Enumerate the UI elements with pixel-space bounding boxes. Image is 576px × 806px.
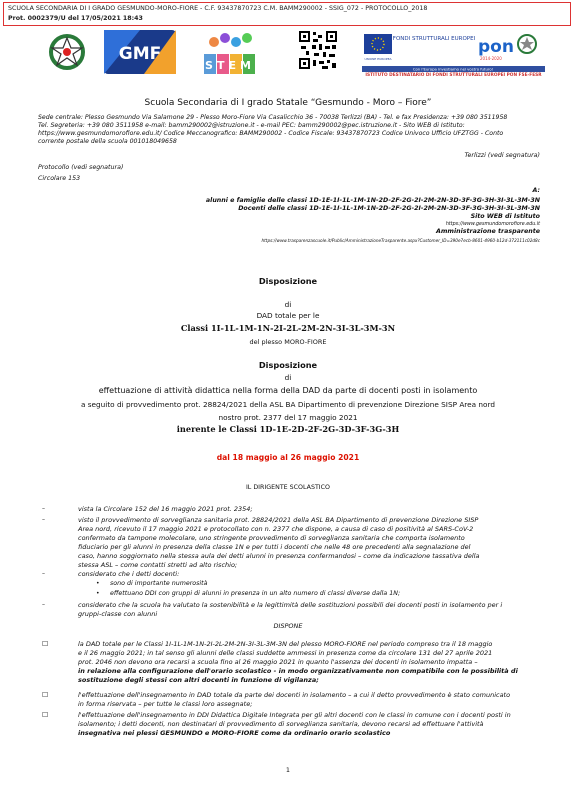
dash-bullet-icon: – <box>42 570 45 577</box>
pon-years: 2014-2020 <box>480 56 502 61</box>
disposition-1 <box>78 640 548 685</box>
qr-code-icon <box>298 30 338 70</box>
pon-fse-logo <box>362 30 545 72</box>
disposition-1-line: in relazione alla configurazione dell'orario scolastico - in modo organizzativamente non compatibile con le possibilità di <box>78 667 518 675</box>
premise-2-line: Area nord, ricevuto il 17 maggio 2021 e protocollato con n. 2377 che dispone, a causa di caso di positività al SARS-CoV-2 <box>78 525 474 533</box>
stamp-line-1: SCUOLA SECONDARIA DI I GRADO GESMUNDO-MORO-FIORE - C.F. 93437870723 C.M. BAMM290002 - SSIG_072 - PROTOCOLLO_2018 <box>8 5 428 12</box>
svg-text:UNIONE EUROPEA: UNIONE EUROPEA <box>364 57 392 61</box>
premise-3-sub-2: effettuano DDI con gruppi di alunni in presenza in un alto numero di classi diverse dalla 1N; <box>110 590 401 597</box>
recipients-line-3: Sito WEB di Istituto <box>470 213 540 220</box>
disposition-1-line: la DAD totale per le Classi 1I-1L-1M-1N-2I-2L-2M-2N-3I-3L-3M-3N del plesso MORO-FIORE nel periodo compreso tra il 18 maggio <box>78 640 493 648</box>
disposition-2 <box>78 691 548 709</box>
stem-logo <box>204 30 256 76</box>
address-line: corrente postale della scuola 001018049658 <box>38 138 177 145</box>
recipients-line-5: Amministrazione trasparente <box>435 228 540 235</box>
title-protocol: nostro prot. 2377 del 17 maggio 2021 <box>218 413 358 422</box>
checkbox-bullet-icon: ☐ <box>42 691 49 699</box>
checkbox-bullet-icon: ☐ <box>42 711 49 719</box>
pon-tagline: Con l'Europa investiamo nel vostro futuro! <box>412 66 494 72</box>
premise-3-sub-1: sono di importante numerosità <box>110 580 208 587</box>
title-di-2: di <box>284 373 292 382</box>
dot-bullet-icon: • <box>96 590 100 597</box>
recipients-website: https://www.gesmundomorofiore.edu.it <box>445 222 540 227</box>
title-dad-totale: DAD totale per le <box>256 311 320 320</box>
stem-logo-text: STEM <box>205 59 255 72</box>
title-provvedimento: a seguito di provvedimento prot. 28824/2021 della ASL BA Dipartimento di prevenzione Direzione SISP Area nord <box>80 400 496 409</box>
disposition-1-line: e il 26 maggio 2021; in tal senso gli alunni delle classi suddette ammessi in presenza come da circolare 131 del 27 aprile 2021 <box>78 649 493 657</box>
premise-4 <box>78 601 548 619</box>
disposition-1-line: prot. 2046 non devono ora recarsi a scuola fino al 26 maggio 2021 in quanto l'assenza dei docenti in isolamento impatta – <box>78 658 478 666</box>
pon-fondi-text: FONDI STRUTTURALI EUROPEI <box>392 36 476 42</box>
premise-2-line: fiduciario per gli alunni in presenza della classe 1N e per tutti i docenti che nelle 48 ore precedenti alla segnalazione del <box>78 543 471 551</box>
protocol-stamp <box>3 2 571 26</box>
dirigente-heading: IL DIRIGENTE SCOLASTICO <box>245 484 331 491</box>
recipients-transparency-url: https://www.trasparenzascuole.it/Public/AmministrazioneTrasparente.aspx?Customer_ID=390e7ecb-8601-4960-b12d-372111c02d8c <box>261 238 540 243</box>
place-signature: Terlizzi (vedi segnatura) <box>464 152 540 159</box>
gmf-logo <box>104 30 176 74</box>
disposition-2-line: in forma riservata – per tutte le classi loro assegnate; <box>78 700 253 708</box>
title-classes: Classi 1I-1L-1M-1N-2I-2L-2M-2N-3I-3L-3M-3N <box>180 323 396 333</box>
disposition-3-line: l'effettuazione dell'insegnamento in DDI Didattica Digitale Integrata per gli altri docenti con le classi in comune con i docenti posti in <box>78 711 511 719</box>
title-disposizione: Disposizione <box>258 276 318 286</box>
title-plesso: del plesso MORO-FIORE <box>249 338 327 346</box>
protocol-ref: Protocollo (vedi segnatura) <box>38 164 124 171</box>
premise-2-line: visto il provvedimento di sorveglianza sanitaria prot. 28824/2021 della ASL BA Dipartimento di prevenzione Direzione SISP <box>78 516 479 524</box>
circular-number: Circolare 153 <box>38 175 81 182</box>
logos-bar <box>0 30 576 78</box>
disposition-3-line: isolamento; i detti docenti, non destinatari di provvedimento di sorveglianza sanitaria, devono recarsi ad effettuare l'attività <box>78 720 484 728</box>
disposition-2-line: l'effettuazione dell'insegnamento in DAD totale da parte dei docenti in isolamento – a cui il detto provvedimento è stato comunicato <box>78 691 511 699</box>
recipients-a: A: <box>532 187 540 194</box>
title-dates: dal 18 maggio al 26 maggio 2021 <box>216 453 360 462</box>
premise-2 <box>78 516 548 570</box>
dash-bullet-icon: – <box>42 516 45 523</box>
pon-word: pon <box>478 37 514 57</box>
school-name: Scuola Secondaria di I grado Statale “Gesmundo - Moro – Fiore” <box>144 98 432 108</box>
recipients-line-2: Docenti delle classi 1D-1E-1I-1L-1M-1N-2D-2F-2G-2I-2M-2N-3D-3F-3G-3H-3I-3L-3M-3N <box>238 205 540 212</box>
title-disposizione-2: Disposizione <box>258 360 318 370</box>
gmf-logo-text: GMF <box>118 44 162 64</box>
premise-1: vista la Circolare 152 del 16 maggio 2021 prot. 2354; <box>78 505 253 513</box>
stamp-line-2: Prot. 0002379/U del 17/05/2021 18:43 <box>8 15 143 22</box>
title-effettuazione: effettuazione di attività didattica nella forma della DAD da parte di docenti posti in isolamento <box>98 386 478 395</box>
premise-2-line: caso, hanno soggiornato nella stessa aula dei detti alunni in presenza confermandosi – come da indicazione tassativa della <box>78 552 480 560</box>
title-di: di <box>284 300 292 309</box>
italian-republic-emblem-icon <box>46 30 88 74</box>
premise-3: considerato che i detti docenti: <box>78 570 180 578</box>
premise-4-line: considerato che la scuola ha valutato la sostenibilità e la legittimità delle sostituzioni possibili dei docenti posti in isolamento per i <box>78 601 503 609</box>
page-number: 1 <box>285 766 291 774</box>
disposition-3-line: insegnativa nei plessi GESMUNDO e MORO-FIORE come da ordinario orario scolastico <box>78 729 391 737</box>
dash-bullet-icon: – <box>42 601 45 608</box>
premise-2-line: stessa ASL – come contatti stretti ad alto rischio; <box>78 561 238 569</box>
dispone-heading: DISPONE <box>273 622 303 630</box>
pon-caption: ISTITUTO DESTINATARIO DI FONDI STRUTTURALI EUROPEI PON FSE-FESR <box>365 73 542 78</box>
title-classes-2: inerente le Classi 1D-1E-2D-2F-2G-3D-3F-3G-3H <box>176 424 400 434</box>
school-address <box>38 114 558 146</box>
premise-4-line: gruppi-classe con alunni <box>78 610 158 618</box>
address-line: Sede centrale: Plesso Gesmundo Via Salamone 29 - Plesso Moro-Fiore Via Casalicchio 36 - 70038 Terlizzi (BA) - Tel. e fax Presidenza: +39 080 3511958 <box>38 114 508 121</box>
address-line: https://www.gesmundomorofiore.edu.it/ Codice Meccanografico: BAMM290002 - Codice Fiscale: 93437870723 Codice Univoco Ufficio UFZTGG - Conto <box>38 130 504 137</box>
dot-bullet-icon: • <box>96 580 100 587</box>
checkbox-bullet-icon: ☐ <box>42 640 49 648</box>
disposition-3 <box>78 711 548 738</box>
premise-2-line: confermato da tampone molecolare, uno stringente provvedimento di sorveglianza sanitaria che comporta isolamento <box>78 534 465 542</box>
disposition-1-line: sostituzione degli stessi con altri docenti in funzione di vigilanza; <box>78 676 319 684</box>
dash-bullet-icon: – <box>42 505 45 512</box>
address-line: Tel. Segreteria: +39 080 3511958 e-mail: bamm290002@istruzione.it - e-mail PEC: bamm290002@pec.istruzione.it - Sito WEB di Istituto: <box>38 122 465 129</box>
recipients-line-1: alunni e famiglie delle classi 1D-1E-1I-1L-1M-1N-2D-2F-2G-2I-2M-2N-3D-3F-3G-3H-3I-3L-3M-3N <box>205 197 540 204</box>
